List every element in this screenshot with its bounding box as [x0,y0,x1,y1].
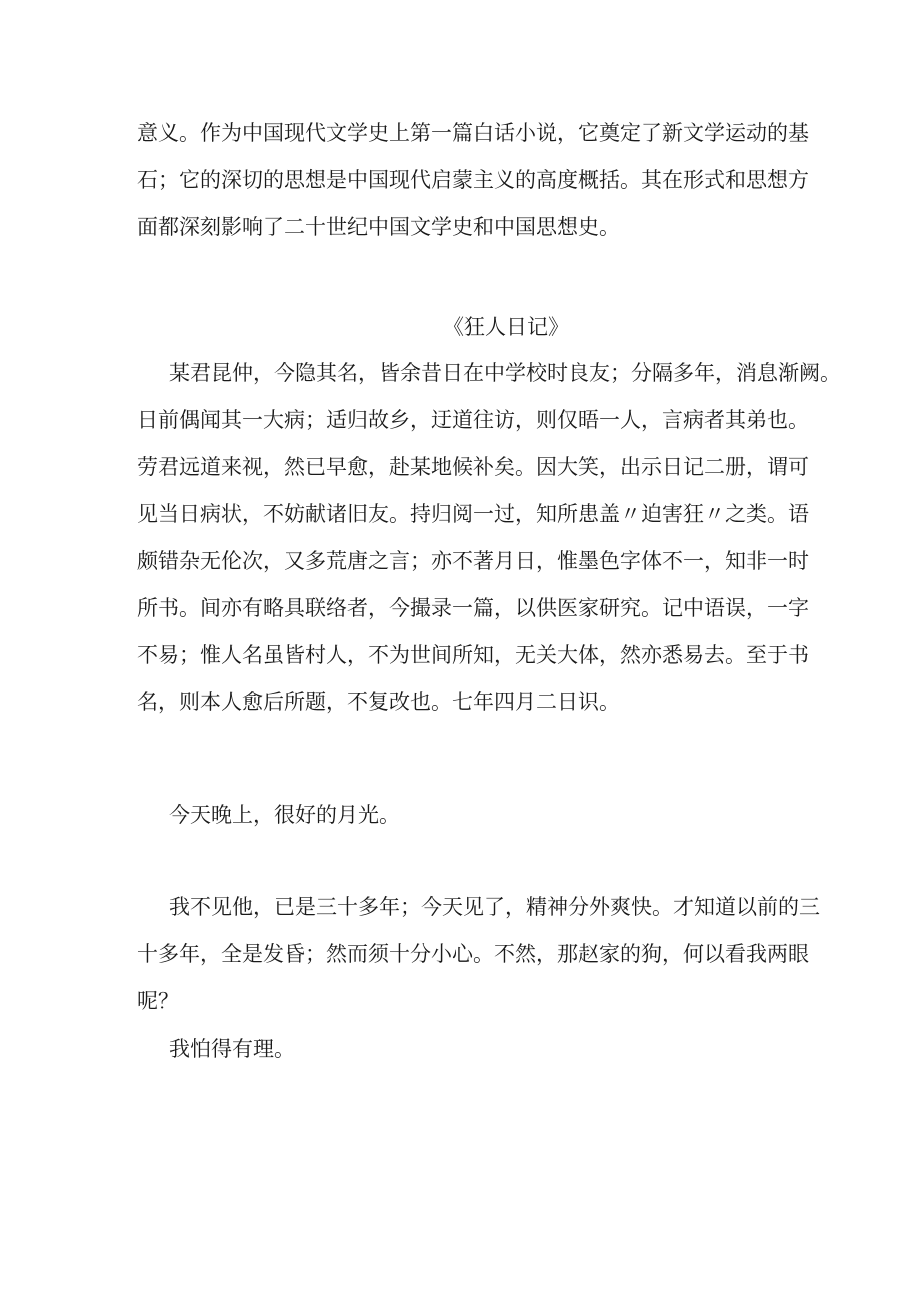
story-title-text: 《狂人日记》 [443,315,569,339]
paragraph-line: 呢？ [137,989,179,1013]
paragraph-line: 见当日病状，不妨献诸旧友。持归阅一过，知所患盖〃迫害狂〃之类。语 [137,502,809,526]
intro-paragraph [137,110,809,251]
paragraph-line: 名，则本人愈后所题，不复改也。七年四月二日识。 [137,690,620,714]
paragraph-line: 所书。间亦有略具联络者，今撮录一篇，以供医家研究。记中语误，一字 [137,596,809,620]
paragraph-line: 我不见他，已是三十多年；今天见了，精神分外爽快。才知道以前的三 [169,895,820,919]
paragraph-line: 日前偶闻其一大病；适归故乡，迂道往访，则仅晤一人，言病者其弟也。 [137,408,809,432]
paragraph-line: 石；它的深切的思想是中国现代启蒙主义的高度概括。其在形式和思想方 [137,168,809,192]
paragraph-line: 劳君远道来视，然已早愈，赴某地候补矣。因大笑，出示日记二册，谓可 [137,455,809,479]
story-title [0,304,920,351]
afraid-paragraph [137,1026,787,1073]
paragraph-line: 今天晚上，很好的月光。 [169,803,400,827]
paragraph-line: 某君昆仲，今隐其名，皆余昔日在中学校时良友；分隔多年，消息渐阙。 [169,361,841,385]
paragraph-line: 意义。作为中国现代文学史上第一篇白话小说，它奠定了新文学运动的基 [137,121,809,145]
paragraph-line: 不易；惟人名虽皆村人，不为世间所知，无关大体，然亦悉易去。至于书 [137,643,809,667]
moon-paragraph [137,792,787,839]
paragraph-line: 颇错杂无伦次，又多荒唐之言；亦不著月日，惟墨色字体不一，知非一时 [137,549,809,573]
paragraph-line: 十多年，全是发昏；然而须十分小心。不然，那赵家的狗，何以看我两眼 [137,942,809,966]
preface-paragraph [137,350,841,726]
paragraph-line: 我怕得有理。 [169,1037,295,1061]
paragraph-line: 面都深刻影响了二十世纪中国文学史和中国思想史。 [137,215,620,239]
thirty-years-paragraph [137,884,820,1025]
